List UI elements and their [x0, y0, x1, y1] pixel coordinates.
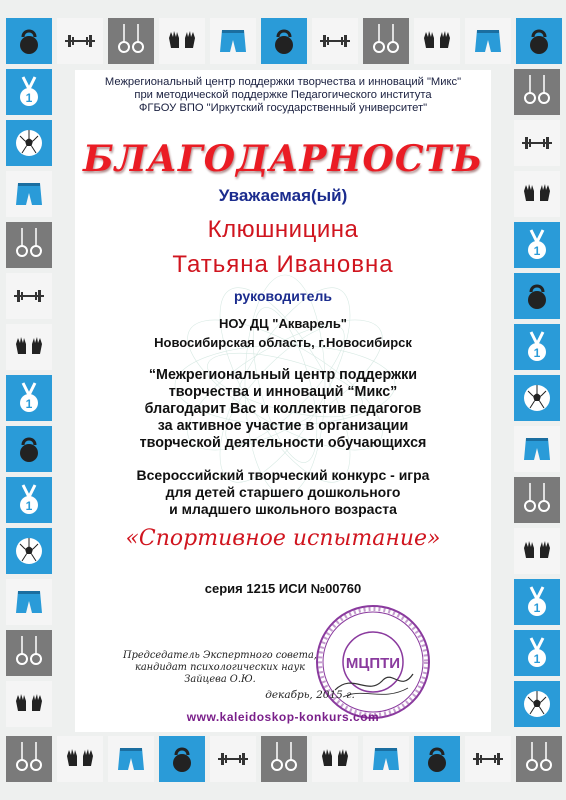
gymnastic-rings-icon — [6, 630, 52, 676]
gloves-icon — [6, 324, 52, 370]
medal-icon — [514, 222, 560, 268]
chair-line: кандидат психологических наук — [134, 662, 306, 673]
message-line: благодарит Вас и коллектив педагогов — [144, 401, 422, 417]
barbell-icon — [514, 120, 560, 166]
svg-text:1: 1 — [533, 652, 541, 666]
shorts-icon — [108, 736, 154, 782]
soccer-ball-icon — [6, 120, 52, 166]
barbell-icon — [210, 736, 256, 782]
website-link[interactable]: www.kaleidoskop-konkurs.com — [186, 710, 380, 724]
contest-line: и младшего школьного возраста — [169, 501, 397, 517]
organizer-line: ФГБОУ ВПО "Иркутский государственный университет" — [138, 102, 428, 114]
kettlebell-icon — [516, 18, 562, 64]
kettlebell-icon — [159, 736, 205, 782]
barbell-icon — [57, 18, 103, 64]
chair-line: Зайцева О.Ю. — [184, 674, 256, 685]
shorts-icon — [363, 736, 409, 782]
recipient-region: Новосибирская область, г.Новосибирск — [154, 335, 412, 350]
soccer-ball-icon — [514, 681, 560, 727]
gloves-icon — [514, 528, 560, 574]
kettlebell-icon — [261, 18, 307, 64]
shorts-icon — [6, 579, 52, 625]
medal-icon — [6, 375, 52, 421]
gymnastic-rings-icon — [363, 18, 409, 64]
medal-icon — [514, 579, 560, 625]
barbell-icon — [6, 273, 52, 319]
organizer-line: при методической поддержке Педагогического института — [134, 89, 432, 101]
certificate-title: БЛАГОДАРНОСТЬ — [82, 138, 484, 180]
contest-line: для детей старшего дошкольного — [165, 484, 401, 500]
chair-line: Председатель Экспертного совета, — [123, 650, 317, 661]
kettlebell-icon — [514, 273, 560, 319]
medal-icon — [514, 630, 560, 676]
medal-icon — [6, 477, 52, 523]
serial-number: серия 1215 ИСИ №00760 — [204, 581, 362, 596]
gymnastic-rings-icon — [261, 736, 307, 782]
kettlebell-icon — [414, 736, 460, 782]
gymnastic-rings-icon — [108, 18, 154, 64]
salutation: Уважаемая(ый) — [218, 186, 348, 205]
recipient-position: руководитель — [234, 288, 332, 304]
gloves-icon — [57, 736, 103, 782]
certificate-body — [75, 70, 491, 732]
contest-description — [75, 467, 491, 518]
barbell-icon — [465, 736, 511, 782]
soccer-ball-icon — [6, 528, 52, 574]
shorts-icon — [514, 426, 560, 472]
recipient-surname: Клюшницина — [207, 216, 359, 243]
recipient-organization: НОУ ДЦ "Акварель" — [219, 316, 347, 331]
gloves-icon — [514, 171, 560, 217]
issue-date: декабрь, 2015 г. — [265, 689, 355, 701]
contest-line: Всероссийский творческий конкурс - игра — [136, 467, 430, 483]
organizer-header — [75, 76, 491, 115]
soccer-ball-icon — [514, 375, 560, 421]
gymnastic-rings-icon — [516, 736, 562, 782]
svg-text:1: 1 — [533, 601, 541, 615]
svg-text:1: 1 — [25, 397, 33, 411]
message-line: творческой деятельности обучающихся — [139, 435, 427, 451]
svg-text:1: 1 — [533, 244, 541, 258]
kettlebell-icon — [6, 18, 52, 64]
shorts-icon — [465, 18, 511, 64]
message-line: за активное участие в организации — [157, 418, 409, 434]
gymnastic-rings-icon — [514, 69, 560, 115]
gloves-icon — [6, 681, 52, 727]
svg-text:1: 1 — [25, 91, 33, 105]
gloves-icon — [414, 18, 460, 64]
organizer-line: Межрегиональный центр поддержки творчества и инноваций "Микс" — [104, 76, 462, 88]
recipient-name: Татьяна Ивановна — [172, 251, 394, 278]
medal-icon — [514, 324, 560, 370]
gymnastic-rings-icon — [514, 477, 560, 523]
stamp-text: МЦПТИ — [345, 655, 401, 672]
kettlebell-icon — [6, 426, 52, 472]
gloves-icon — [312, 736, 358, 782]
message-line: “Межрегиональный центр поддержки — [148, 367, 418, 383]
svg-text:1: 1 — [533, 346, 541, 360]
gratitude-message — [75, 367, 491, 452]
svg-text:1: 1 — [25, 499, 33, 513]
contest-title: «Спортивное испытание» — [125, 526, 441, 551]
gloves-icon — [159, 18, 205, 64]
gymnastic-rings-icon — [6, 222, 52, 268]
barbell-icon — [312, 18, 358, 64]
gymnastic-rings-icon — [6, 736, 52, 782]
message-line: творчества и инноваций “Микс” — [168, 384, 398, 400]
shorts-icon — [6, 171, 52, 217]
chairman-signature-block — [105, 650, 335, 686]
shorts-icon — [210, 18, 256, 64]
medal-icon — [6, 69, 52, 115]
